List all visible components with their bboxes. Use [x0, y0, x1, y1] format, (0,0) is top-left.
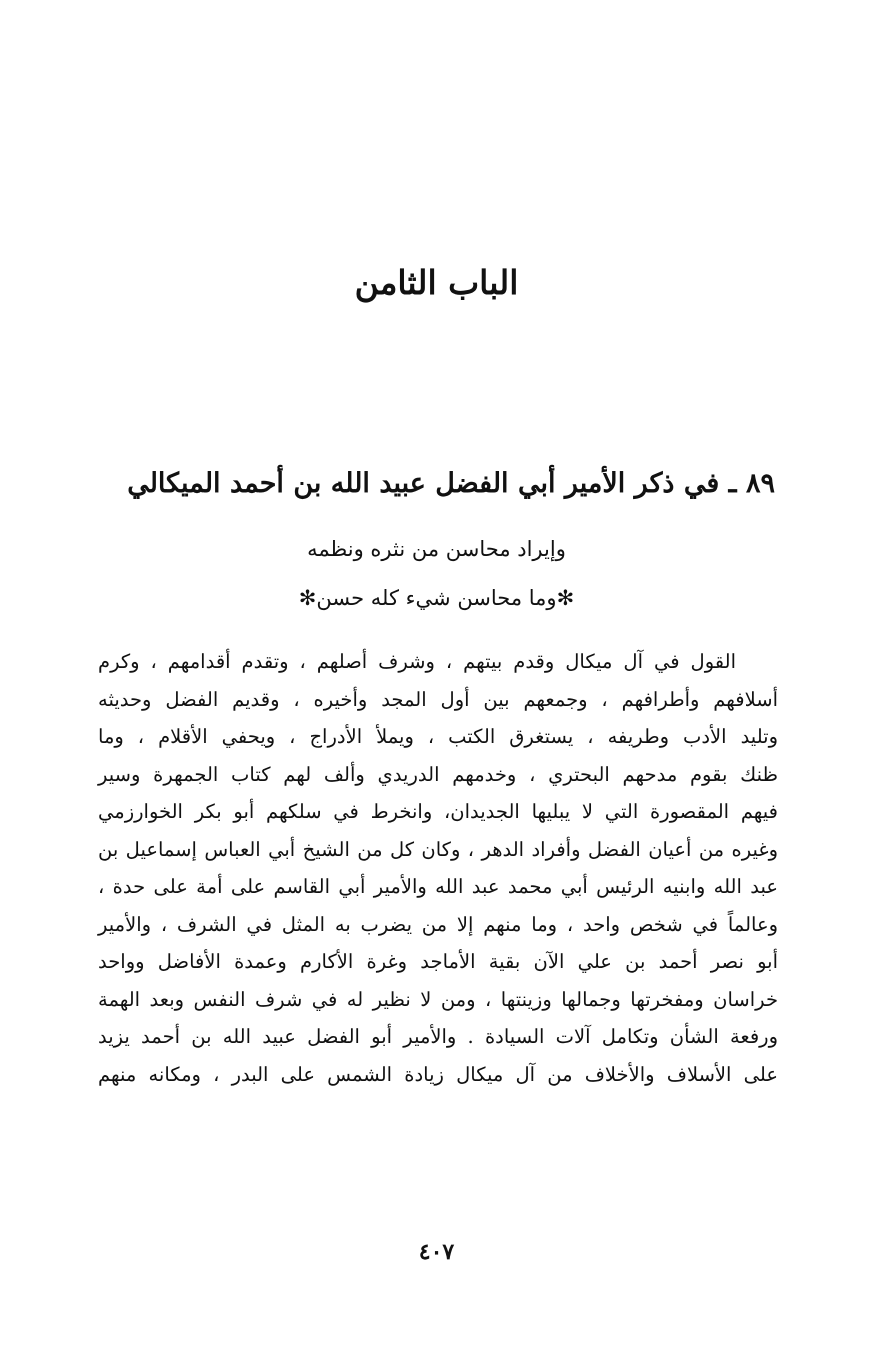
section-heading: ٨٩ ـ في ذكر الأمير أبي الفضل عبيد الله بن أحمد الميكالي	[127, 468, 775, 499]
body-line: وتليد الأدب وطريفه ، يستغرق الكتب ، ويملأ الأدراج ، ويحفي الأقلام ، وما	[98, 725, 778, 748]
body-line: على الأسلاف والأخلاف من آل ميكال زيادة الشمس على البدر ، ومكانه منهم	[98, 1062, 778, 1086]
body-line: أسلافهم وأطرافهم ، وجمعهم بين أول المجد وأخيره ، وقديم الفضل وحديثه	[98, 687, 778, 711]
chapter-title: الباب الثامن	[354, 263, 519, 302]
body-line: ورفعة الشأن وتكامل آلات السيادة . والأمير أبو الفضل عبيد الله بن أحمد يزيد	[98, 1025, 778, 1048]
body-paragraph	[98, 643, 778, 1093]
poetry-line-text: وما محاسن شيء كله حسن	[316, 586, 557, 610]
body-line: ظنك بقوم مدحهم البحتري ، وخدمهم الدريدي وألف لهم كتاب الجمهرة وسير	[98, 762, 778, 786]
body-line: خراسان ومفخرتها وجمالها وزينتها ، ومن لا نظير له في شرف النفس وبعد الهمة	[98, 987, 778, 1011]
subtitle-line: وإيراد محاسن من نثره ونظمه	[307, 537, 566, 561]
poetry-line	[0, 581, 873, 615]
page-number: ٤٠٧	[418, 1239, 455, 1265]
body-line: القول في آل ميكال وقدم بيتهم ، وشرف أصلهم ، وتقدم أقدامهم ، وكرم	[98, 650, 736, 673]
asterisk-ornament-icon: ✻	[298, 586, 317, 610]
body-line: وغيره من أعيان الفضل وأفراد الدهر ، وكان كل من الشيخ أبي العباس إسماعيل بن	[98, 837, 778, 861]
body-line: أبو نصر أحمد بن علي الآن بقية الأماجد وغرة الأكارم وعمدة الأفاضل وواحد	[98, 950, 778, 973]
body-line: عبد الله وابنيه الرئيس أبي محمد عبد الله والأمير أبي القاسم على أمة على حدة ،	[98, 875, 778, 898]
body-line: فيهم المقصورة التي لا يبليها الجديدان، وانخرط في سلكهم أبو بكر الخوارزمي	[98, 800, 778, 823]
asterisk-ornament-icon: ✻	[556, 586, 575, 610]
body-line: وعالماً في شخص واحد ، وما منهم إلا من يضرب به المثل في الشرف ، والأمير	[98, 912, 778, 936]
